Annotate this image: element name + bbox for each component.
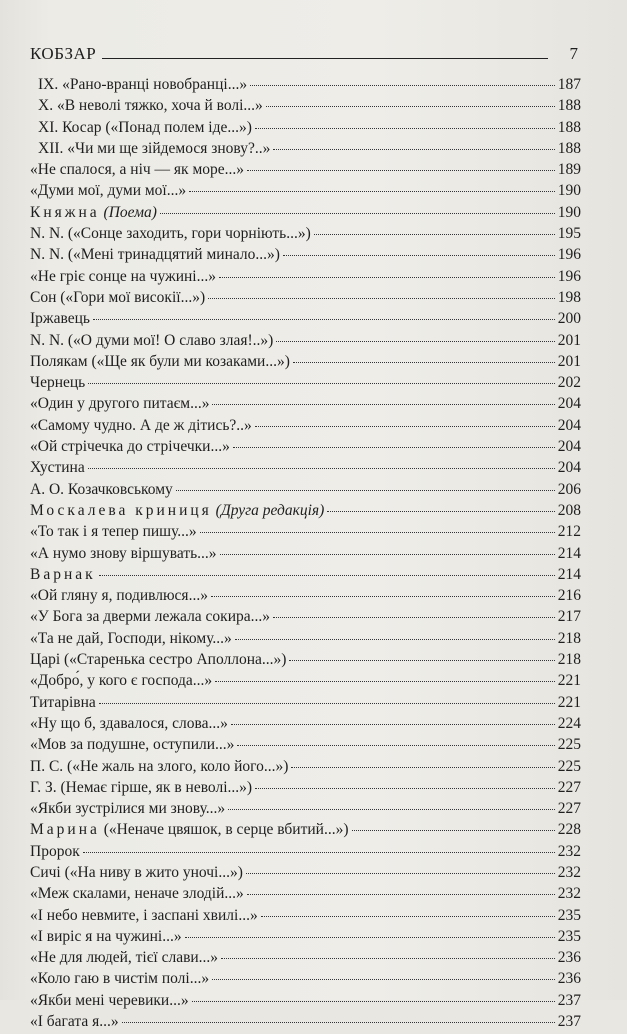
toc-entry-title bbox=[30, 182, 186, 200]
toc-entry bbox=[30, 289, 581, 310]
dot-leader bbox=[293, 362, 555, 363]
toc-entry-page: 214 bbox=[557, 565, 581, 583]
dot-leader bbox=[291, 767, 554, 768]
toc-entry bbox=[30, 694, 581, 715]
toc-entry bbox=[30, 672, 581, 693]
dot-leader bbox=[314, 234, 555, 235]
toc-entry-page: 216 bbox=[557, 587, 581, 605]
toc-entry bbox=[30, 310, 581, 331]
toc-entry bbox=[30, 204, 581, 225]
toc-entry-page: 204 bbox=[557, 459, 581, 477]
toc-entry-page: 190 bbox=[557, 203, 581, 221]
toc-entry-title-text: XI. Косар («Понад полем іде...») bbox=[38, 118, 252, 136]
toc-entry-title bbox=[30, 630, 232, 648]
toc-entry-title-text: «І небо невмите, і заспані хвилі...» bbox=[30, 906, 258, 924]
toc-entry bbox=[30, 225, 581, 246]
toc-entry-title bbox=[30, 587, 208, 605]
toc-entry-title bbox=[30, 800, 225, 818]
toc-entry-title-text: «Коло гаю в чистім полі...» bbox=[30, 970, 210, 988]
toc-entry-title-text: Пророк bbox=[30, 842, 80, 860]
toc-entry-page: 237 bbox=[557, 991, 581, 1009]
toc-entry-subtitle: (Друга редакція) bbox=[215, 501, 325, 519]
toc-entry bbox=[30, 608, 581, 629]
toc-entry-title-text: «Не спалося, а ніч — як море...» bbox=[30, 161, 245, 179]
toc-entry bbox=[30, 246, 581, 267]
toc-entry bbox=[30, 630, 581, 651]
toc-entry-page: 235 bbox=[557, 927, 581, 945]
toc-entry-title bbox=[30, 225, 311, 243]
toc-entry-title-text: «Не для людей, тієї слави...» bbox=[30, 949, 219, 967]
toc-entry-page: 232 bbox=[557, 842, 581, 860]
toc-entry-page: 201 bbox=[557, 352, 581, 370]
toc-entry-page: 196 bbox=[557, 267, 581, 285]
toc-entry-title-text: «Ой гляну я, подивлюся...» bbox=[30, 587, 208, 605]
toc-entry bbox=[30, 417, 581, 438]
toc-entry bbox=[30, 502, 581, 523]
toc-entry-title bbox=[30, 715, 228, 733]
toc-entry-title-text: «Добро́, у кого є господа...» bbox=[30, 672, 213, 690]
toc-entry-page: 190 bbox=[557, 182, 581, 200]
toc-entry-page: 204 bbox=[557, 395, 581, 413]
dot-leader bbox=[176, 490, 555, 491]
toc-entry-title bbox=[30, 395, 209, 413]
toc-entry-title bbox=[30, 970, 209, 988]
toc-entry-title bbox=[30, 1013, 119, 1031]
toc-entry-title-text: «Якби мені черевики...» bbox=[30, 991, 189, 1009]
toc-entry bbox=[30, 459, 581, 480]
toc-entry bbox=[30, 76, 581, 97]
dot-leader bbox=[235, 639, 555, 640]
toc-entry-title bbox=[38, 140, 270, 158]
toc-entry bbox=[30, 885, 581, 906]
toc-entry-title bbox=[30, 864, 243, 882]
book-title: КОБЗАР bbox=[30, 44, 97, 63]
toc-entry bbox=[30, 715, 581, 736]
dot-leader bbox=[261, 916, 555, 917]
toc-entry-page: 201 bbox=[557, 331, 581, 349]
toc-entry-page: 188 bbox=[557, 139, 581, 157]
dot-leader bbox=[219, 277, 555, 278]
toc-entry-title bbox=[38, 97, 263, 115]
toc-entry-title bbox=[30, 992, 189, 1010]
dot-leader bbox=[246, 873, 555, 874]
dot-leader bbox=[208, 298, 555, 299]
toc-entry-title bbox=[30, 246, 280, 264]
dot-leader bbox=[327, 511, 554, 512]
toc-entry-page: 235 bbox=[557, 906, 581, 924]
toc-entry bbox=[30, 545, 581, 566]
toc-entry-page: 189 bbox=[557, 161, 581, 179]
dot-leader bbox=[255, 128, 555, 129]
toc-entry-page: 198 bbox=[557, 288, 581, 306]
dot-leader bbox=[289, 660, 554, 661]
running-header bbox=[30, 44, 578, 68]
toc-entry-page: 228 bbox=[557, 821, 581, 839]
dot-leader bbox=[352, 830, 555, 831]
toc-entry-title-text: «То так і я тепер пишу...» bbox=[30, 523, 197, 541]
toc-entry-title bbox=[30, 289, 205, 307]
dot-leader bbox=[247, 170, 555, 171]
toc-entry bbox=[30, 566, 581, 587]
table-of-contents bbox=[30, 76, 581, 1034]
toc-entry-page: 188 bbox=[557, 118, 581, 136]
dot-leader bbox=[273, 149, 554, 150]
toc-entry-title bbox=[30, 928, 182, 946]
toc-entry-page: 237 bbox=[557, 1013, 581, 1031]
toc-entry bbox=[30, 395, 581, 416]
dot-leader bbox=[192, 1001, 555, 1002]
toc-entry-title bbox=[38, 76, 247, 94]
dot-leader bbox=[189, 191, 555, 192]
dot-leader bbox=[231, 724, 555, 725]
toc-entry bbox=[30, 481, 581, 502]
toc-entry-title-text: «Мов за подушне, оступили...» bbox=[30, 736, 235, 754]
toc-entry-page: 214 bbox=[557, 544, 581, 562]
dot-leader bbox=[99, 703, 555, 704]
dot-leader bbox=[211, 596, 555, 597]
toc-entry-title-text: «Меж скалами, неначе злодій...» bbox=[30, 885, 244, 903]
toc-entry bbox=[30, 140, 581, 161]
toc-entry bbox=[30, 928, 581, 949]
toc-entry bbox=[30, 353, 581, 374]
toc-entry-title-text: N. N. («Сонце заходить, гори чорніють...») bbox=[30, 225, 311, 243]
toc-entry-title-text: Титарівна bbox=[30, 693, 96, 711]
toc-entry bbox=[30, 438, 581, 459]
toc-entry-page: 225 bbox=[557, 736, 581, 754]
dot-leader bbox=[220, 554, 555, 555]
toc-entry-title bbox=[30, 885, 244, 903]
dot-leader bbox=[250, 85, 555, 86]
page-number: 7 bbox=[569, 44, 578, 63]
toc-entry bbox=[30, 907, 581, 928]
toc-entry-title bbox=[30, 694, 96, 712]
dot-leader bbox=[93, 319, 555, 320]
toc-entry-page: 221 bbox=[557, 693, 581, 711]
toc-entry-title bbox=[30, 204, 157, 222]
toc-entry-title-text: Варнак bbox=[30, 565, 96, 583]
toc-entry-title bbox=[30, 566, 96, 584]
toc-entry-title bbox=[30, 545, 217, 563]
toc-entry bbox=[30, 992, 581, 1013]
toc-entry-title bbox=[30, 821, 349, 839]
toc-entry-title-text: «А нумо знову віршувать...» bbox=[30, 544, 217, 562]
toc-entry-title bbox=[30, 651, 286, 669]
toc-entry-title bbox=[30, 758, 288, 776]
dot-leader bbox=[200, 532, 555, 533]
toc-entry-page: 218 bbox=[557, 629, 581, 647]
toc-entry-title-text: «Думи мої, думи мої...» bbox=[30, 182, 187, 200]
toc-entry-title bbox=[30, 779, 252, 797]
toc-entry bbox=[30, 97, 581, 118]
dot-leader bbox=[273, 617, 555, 618]
toc-entry-title bbox=[30, 161, 244, 179]
toc-entry bbox=[30, 523, 581, 544]
dot-leader bbox=[233, 447, 555, 448]
toc-entry-page: 187 bbox=[557, 76, 581, 93]
toc-entry-title-text: «Та не дай, Господи, нікому...» bbox=[30, 629, 232, 647]
header-rule bbox=[102, 58, 548, 59]
toc-entry bbox=[30, 779, 581, 800]
toc-entry bbox=[30, 949, 581, 970]
toc-entry-page: 227 bbox=[557, 778, 581, 796]
dot-leader bbox=[221, 958, 555, 959]
toc-entry-page: 200 bbox=[557, 310, 581, 328]
dot-leader bbox=[212, 979, 555, 980]
dot-leader bbox=[212, 404, 554, 405]
dot-leader bbox=[283, 255, 555, 256]
toc-entry bbox=[30, 182, 581, 203]
toc-entry-page: 196 bbox=[557, 246, 581, 264]
toc-entry bbox=[30, 736, 581, 757]
toc-entry-title bbox=[30, 843, 80, 861]
toc-entry-title-text: «Самому чудно. А де ж дітись?..» bbox=[30, 416, 252, 434]
dot-leader bbox=[99, 575, 555, 576]
toc-entry-title-text: Хустина bbox=[30, 459, 85, 477]
toc-entry-page: 218 bbox=[557, 651, 581, 669]
toc-entry-page: 217 bbox=[557, 608, 581, 626]
toc-entry-title bbox=[30, 523, 197, 541]
toc-entry-page: 232 bbox=[557, 863, 581, 881]
toc-entry bbox=[30, 161, 581, 182]
toc-entry-title-text: N. N. («Мені тринадцятий минало...») bbox=[30, 246, 280, 264]
toc-entry-title bbox=[30, 907, 258, 925]
toc-entry-page: 227 bbox=[557, 800, 581, 818]
dot-leader bbox=[88, 383, 555, 384]
dot-leader bbox=[185, 937, 555, 938]
toc-entry-title bbox=[30, 310, 90, 328]
toc-entry-page: 202 bbox=[557, 374, 581, 392]
toc-entry bbox=[30, 332, 581, 353]
toc-entry-title bbox=[30, 353, 290, 371]
toc-entry-page: 208 bbox=[557, 501, 581, 519]
dot-leader bbox=[160, 213, 555, 214]
toc-entry-title-text: «У Бога за дверми лежала сокира...» bbox=[30, 608, 271, 626]
toc-entry-title bbox=[30, 672, 212, 690]
toc-entry bbox=[30, 651, 581, 672]
toc-entry-title-text: «Якби зустрілися ми знову...» bbox=[30, 800, 226, 818]
toc-entry bbox=[30, 1013, 581, 1034]
toc-entry bbox=[30, 268, 581, 289]
toc-entry-page: 188 bbox=[557, 97, 581, 115]
toc-entry-title-text: «Не гріє сонце на чужині...» bbox=[30, 267, 216, 285]
toc-entry-title-text: А. О. Козачковському bbox=[30, 480, 173, 498]
toc-entry bbox=[30, 587, 581, 608]
toc-entry-title bbox=[30, 459, 85, 477]
toc-entry bbox=[30, 821, 581, 842]
toc-entry-title-text: Сичі («На ниву в жито уночі...») bbox=[30, 863, 243, 881]
dot-leader bbox=[122, 1022, 555, 1023]
toc-entry-title-text: «Ой стрічечка до стрічечки...» bbox=[30, 438, 230, 456]
toc-entry-title-text: «І багата я...» bbox=[30, 1013, 119, 1031]
toc-entry-subtitle: («Неначе цвяшок, в серце вбитий...») bbox=[103, 821, 349, 839]
toc-entry-page: 195 bbox=[557, 225, 581, 243]
toc-entry-page: 236 bbox=[557, 970, 581, 988]
toc-entry-title bbox=[30, 268, 216, 286]
toc-entry bbox=[30, 374, 581, 395]
toc-entry-title bbox=[30, 502, 324, 520]
toc-entry-title-text: Полякам («Ще як були ми козаками...») bbox=[30, 352, 290, 370]
toc-entry-title bbox=[30, 417, 252, 435]
toc-entry bbox=[30, 970, 581, 991]
toc-entry-title-text: Іржавець bbox=[30, 310, 90, 328]
toc-entry-title-text: Сон («Гори мої високії...») bbox=[30, 288, 206, 306]
dot-leader bbox=[228, 809, 555, 810]
toc-entry-title bbox=[30, 481, 173, 499]
toc-entry-title-text: Княжна bbox=[30, 203, 100, 221]
toc-entry-page: 236 bbox=[557, 949, 581, 967]
toc-entry-title-text: XII. «Чи ми ще зійдемося знову?..» bbox=[38, 139, 271, 157]
toc-entry bbox=[30, 119, 581, 140]
toc-entry-title-text: N. N. («О думи мої! О славо злая!..») bbox=[30, 331, 274, 349]
dot-leader bbox=[247, 894, 555, 895]
toc-entry-title-text: IX. «Рано-вранці новобранці...» bbox=[38, 76, 248, 93]
toc-entry-title bbox=[30, 949, 218, 967]
toc-entry-page: 204 bbox=[557, 438, 581, 456]
toc-entry-page: 221 bbox=[557, 672, 581, 690]
toc-entry-page: 224 bbox=[557, 714, 581, 732]
toc-entry-title-text: «Один у другого питаєм...» bbox=[30, 395, 210, 413]
dot-leader bbox=[255, 788, 555, 789]
toc-entry-title-text: «І виріс я на чужині...» bbox=[30, 927, 182, 945]
toc-entry-subtitle: (Поема) bbox=[103, 203, 157, 221]
toc-entry-title bbox=[30, 374, 85, 392]
toc-entry-title-text: Чернець bbox=[30, 374, 86, 392]
toc-entry-title bbox=[30, 438, 230, 456]
toc-entry-title bbox=[30, 608, 270, 626]
toc-entry-page: 232 bbox=[557, 885, 581, 903]
toc-entry-title-text: X. «В неволі тяжко, хоча й волі...» bbox=[38, 97, 263, 115]
toc-entry-title-text: Москалева криниця bbox=[30, 501, 212, 519]
toc-entry-page: 225 bbox=[557, 757, 581, 775]
toc-entry-title-text: Марина bbox=[30, 821, 100, 839]
dot-leader bbox=[88, 468, 555, 469]
dot-leader bbox=[83, 852, 555, 853]
toc-entry-title bbox=[30, 736, 234, 754]
dot-leader bbox=[237, 745, 554, 746]
dot-leader bbox=[266, 106, 555, 107]
toc-entry-title-text: «Ну що б, здавалося, слова...» bbox=[30, 714, 228, 732]
toc-entry-page: 206 bbox=[557, 480, 581, 498]
toc-entry bbox=[30, 758, 581, 779]
toc-entry-title bbox=[30, 332, 273, 350]
dot-leader bbox=[255, 426, 555, 427]
toc-entry bbox=[30, 800, 581, 821]
dot-leader bbox=[215, 681, 555, 682]
toc-entry-page: 212 bbox=[557, 523, 581, 541]
toc-entry-title-text: П. С. («Не жаль на злого, коло його...») bbox=[30, 757, 289, 775]
toc-entry-page: 204 bbox=[557, 416, 581, 434]
toc-entry-title-text: Г. З. (Немає гірше, як в неволі...») bbox=[30, 778, 253, 796]
toc-entry-title-text: Царі («Старенька сестро Аполлона...») bbox=[30, 651, 287, 669]
toc-entry bbox=[30, 864, 581, 885]
toc-entry-title bbox=[38, 119, 252, 137]
toc-entry bbox=[30, 843, 581, 864]
dot-leader bbox=[276, 341, 554, 342]
